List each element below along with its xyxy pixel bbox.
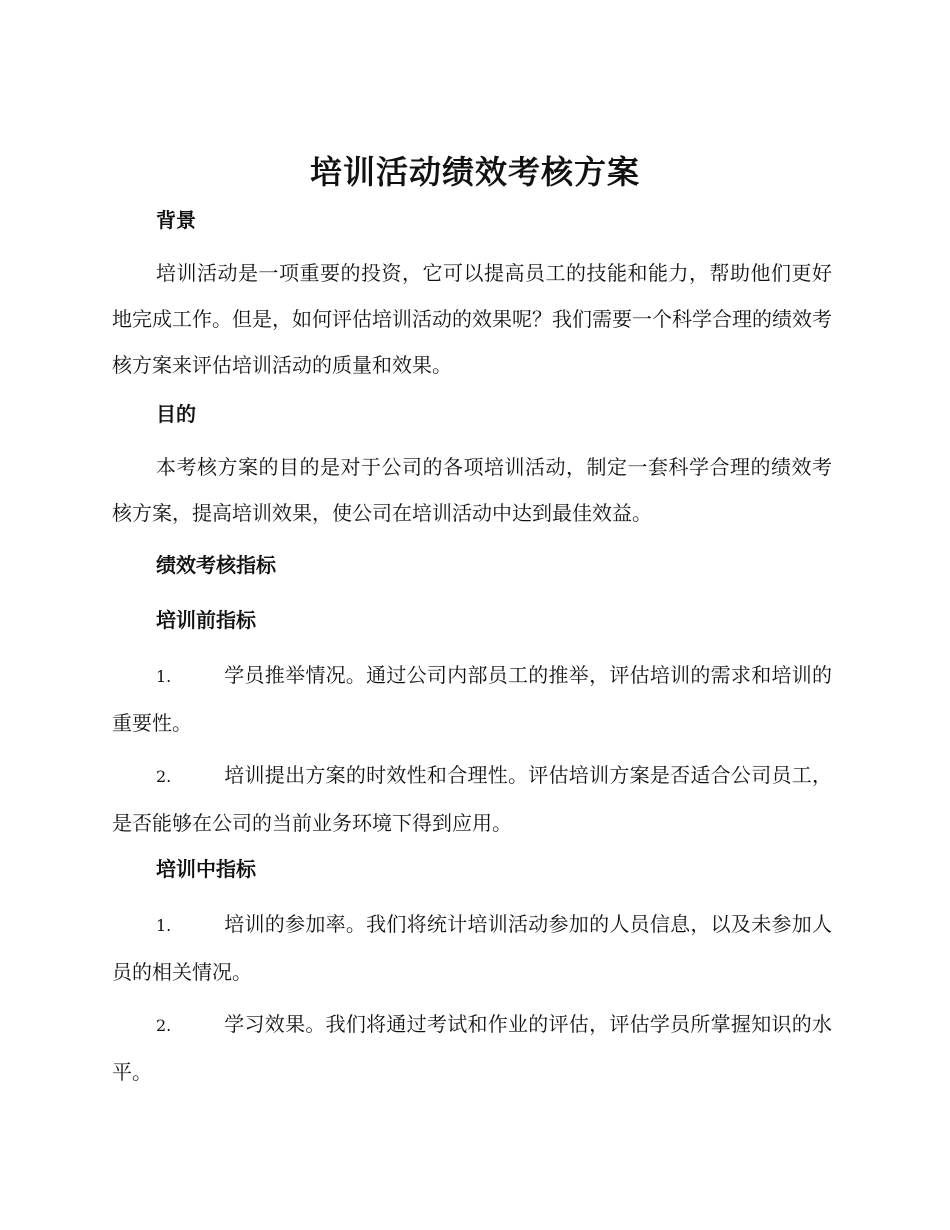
section-heading-background: 背景 (156, 208, 196, 232)
list-item-number: 1. (156, 916, 172, 935)
section-heading-purpose: 目的 (156, 402, 196, 426)
list-item-text: 学员推举情况。通过公司内部员工的推举，评估培训的需求和培训的重要性。 (112, 663, 832, 735)
purpose-paragraph: 本考核方案的目的是对于公司的各项培训活动，制定一套科学合理的绩效考核方案，提高培训效果，使公司在培训活动中达到最佳效益。 (112, 455, 832, 525)
list-item-text: 培训的参加率。我们将统计培训活动参加的人员信息，以及未参加人员的相关情况。 (112, 912, 832, 984)
list-item-number: 2. (156, 1016, 172, 1035)
document-title: 培训活动绩效考核方案 (309, 153, 640, 191)
list-item (112, 1001, 832, 1095)
list-item-number: 2. (156, 767, 172, 786)
section-heading-kpi: 绩效考核指标 (156, 553, 276, 577)
list-item-text: 学习效果。我们将通过考试和作业的评估，评估学员所掌握知识的水平。 (112, 1012, 832, 1084)
section-heading-in-training: 培训中指标 (156, 857, 256, 881)
section-heading-pre-training: 培训前指标 (156, 608, 256, 632)
list-item (112, 652, 832, 746)
list-item-number: 1. (156, 667, 172, 686)
list-item (112, 752, 832, 846)
background-paragraph: 培训活动是一项重要的投资，它可以提高员工的技能和能力，帮助他们更好地完成工作。但是，如何评估培训活动的效果呢？我们需要一个科学合理的绩效考核方案来评估培训活动的质量和效果。 (112, 261, 832, 377)
list-item-text: 培训提出方案的时效性和合理性。评估培训方案是否适合公司员工，是否能够在公司的当前业务环境下得到应用。 (112, 763, 832, 835)
list-item (112, 901, 832, 995)
